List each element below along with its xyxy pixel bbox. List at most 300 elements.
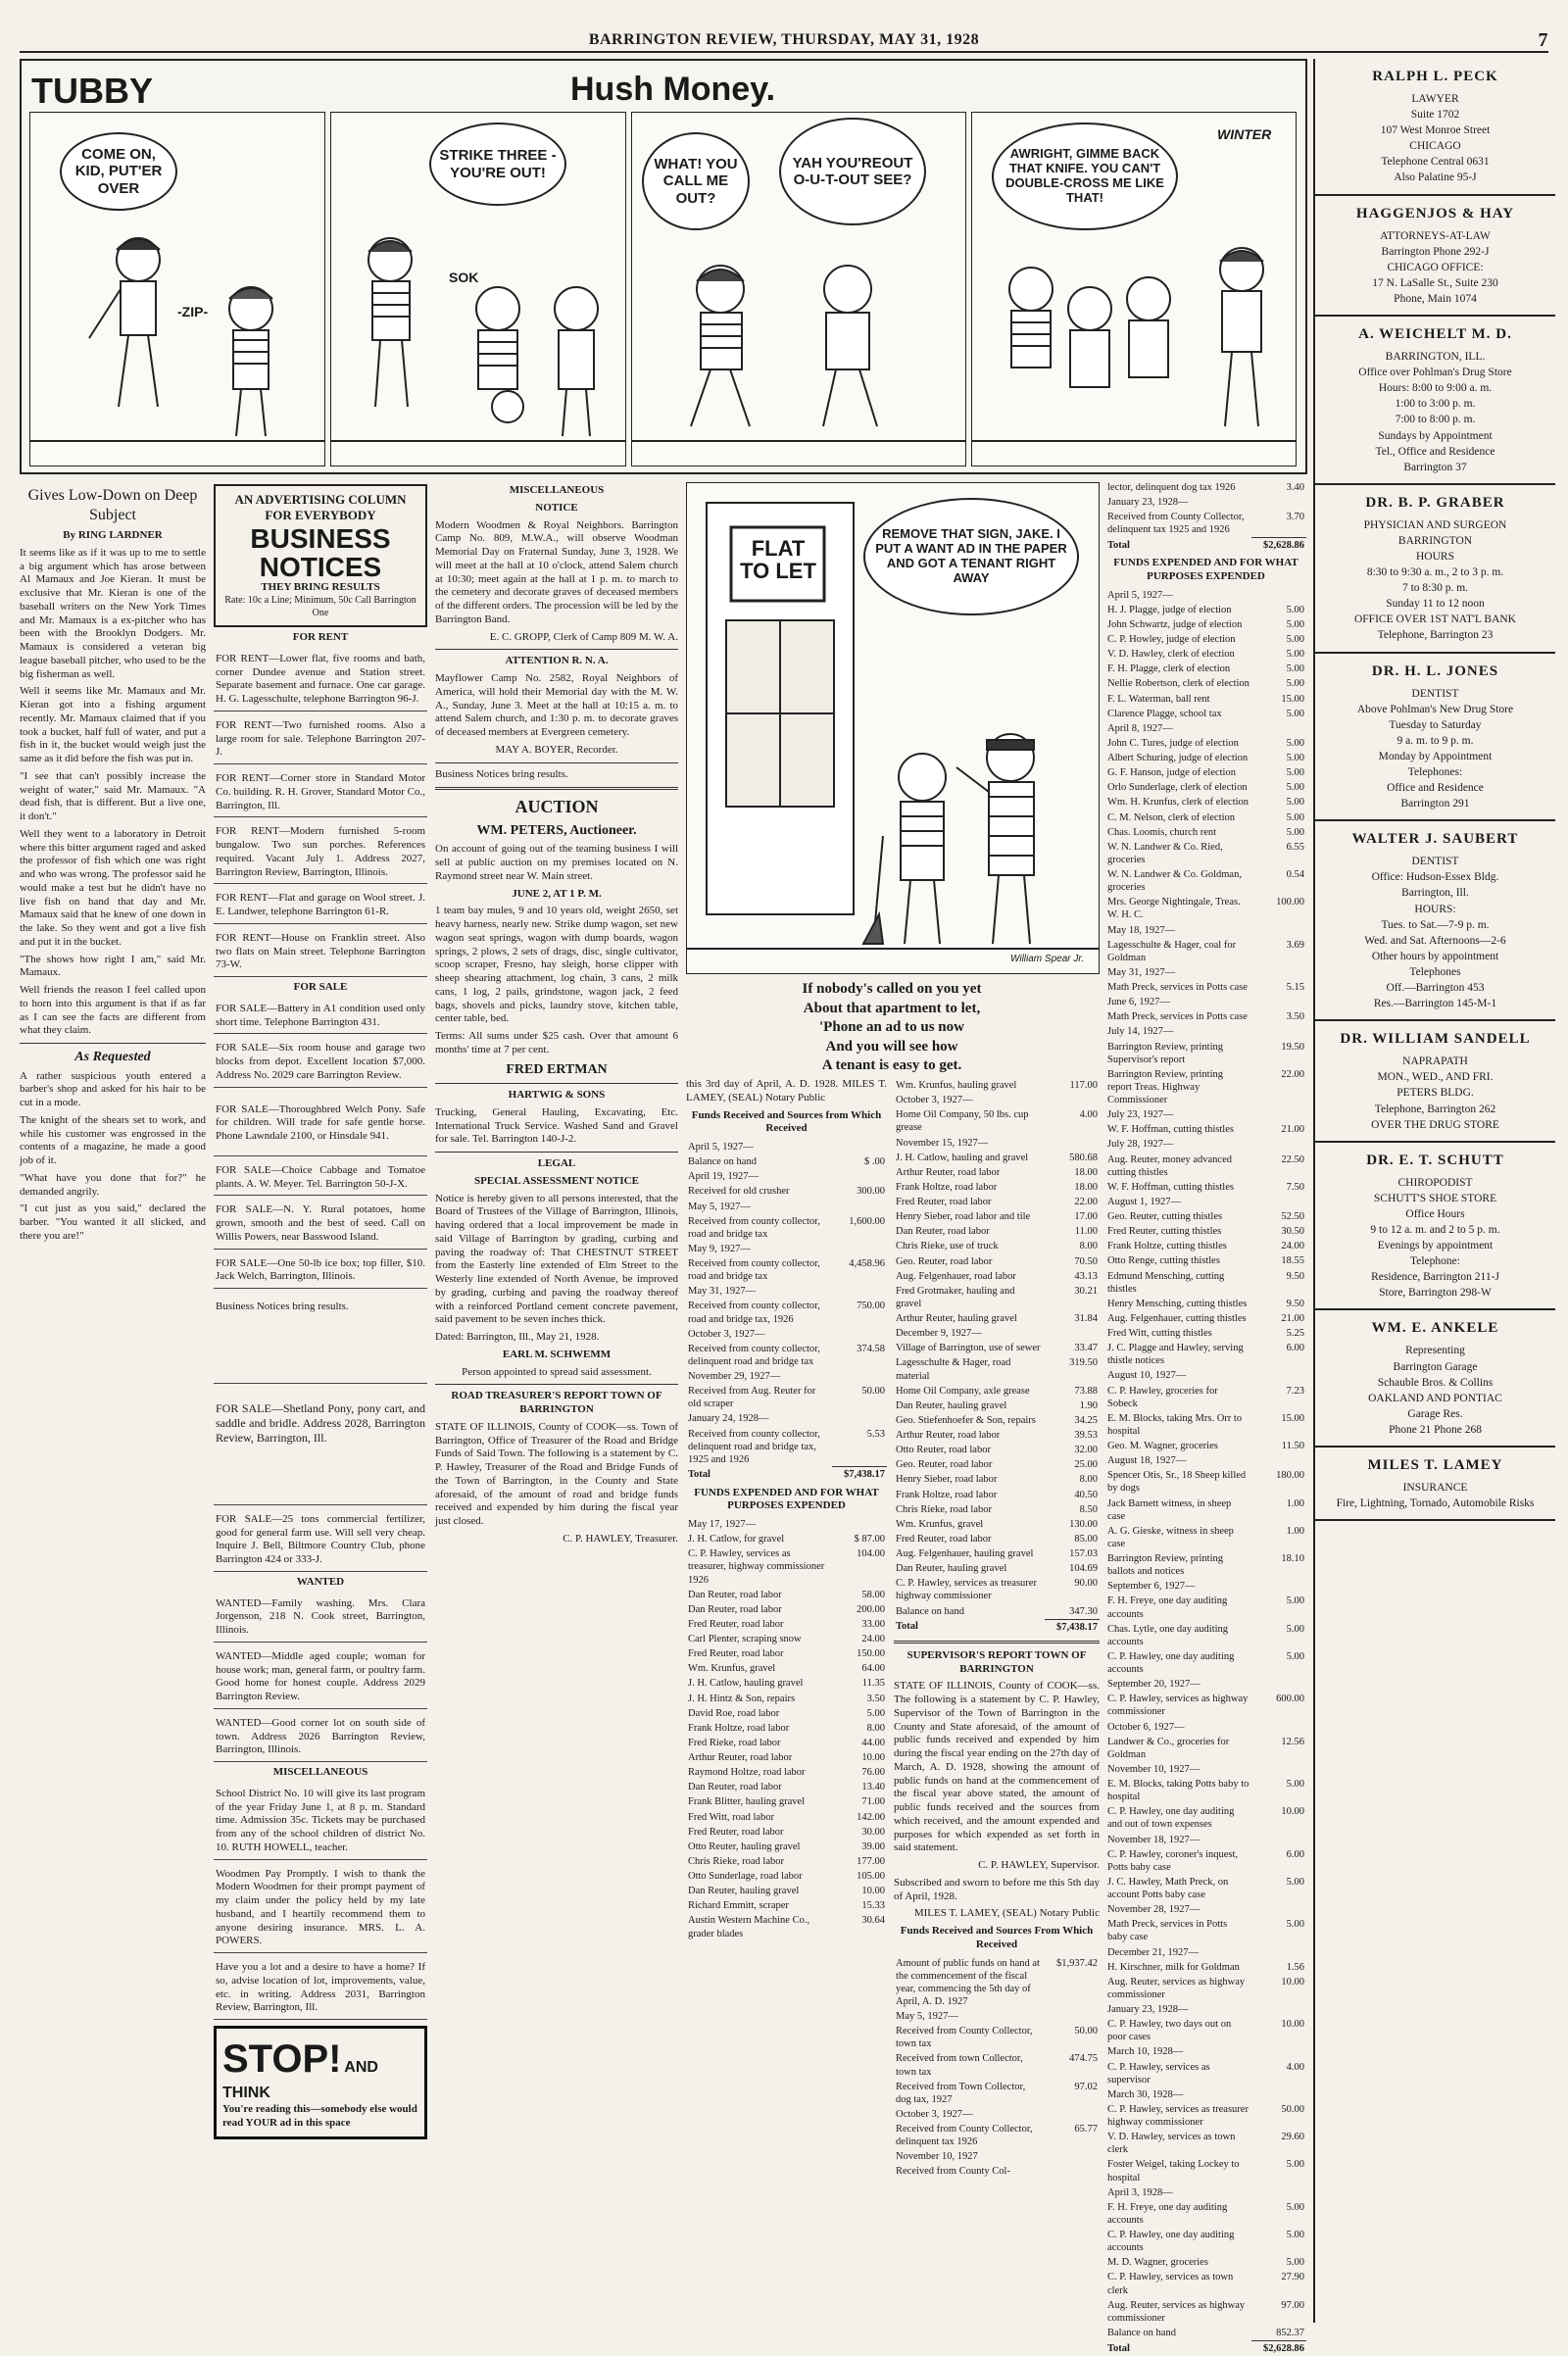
ledger-item: July 28, 1927— <box>1105 1137 1251 1152</box>
ledger-amount <box>1045 1136 1100 1151</box>
ledger-item: November 29, 1927— <box>686 1369 832 1384</box>
ledger-item: Barrington Review, printing report Treas. Highway Commissioner <box>1105 1067 1251 1107</box>
rna-notice: Mayflower Camp No. 2582, Royal Neighbors of America, will hold their Memorial day with the M. W. A., Sunday, June 3. Meet at the hall at 10:15 a. m. to attend Salem church, and 1:30 p. m. to decorate graves of deceased members at Evergreen cemetery. <box>435 672 678 740</box>
ledger-row <box>1105 1269 1306 1297</box>
ledger-amount: 5.00 <box>1251 662 1306 676</box>
ledger-amount: 1.00 <box>1251 1524 1306 1551</box>
ledger-item: C. P. Hawley, services as treasurer highway commissioner <box>894 1576 1045 1603</box>
ledger-row <box>1105 1735 1306 1762</box>
ledger-row <box>1105 1368 1306 1383</box>
ledger-row <box>1105 2044 1306 2059</box>
business-card-line: HOURS: <box>1323 902 1547 917</box>
ledger-row <box>894 2080 1100 2107</box>
ledger-item: Math Preck, services in Potts case <box>1105 1009 1251 1024</box>
ledger-item: Geo. Reuter, road labor <box>894 1457 1045 1472</box>
ledger-row <box>894 1254 1100 1269</box>
ledger-item: August 1, 1927— <box>1105 1195 1251 1209</box>
ledger-amount: 50.00 <box>1045 2024 1100 2051</box>
hartwig-name: HARTWIG & SONS <box>435 1089 678 1103</box>
ledger-row <box>1105 751 1306 765</box>
classified-ad: School District No. 10 will give its last program of the year Friday June 1, at 8 p. m. Standard time. Admission 35c. Tickets may be purchased from any of the school children of district No. 10. RUTH HOWELL, teacher. <box>214 1784 427 1860</box>
ledger-amount: 580.68 <box>1045 1151 1100 1165</box>
ledger-amount: 5.00 <box>832 1706 887 1721</box>
ledger-item: Total <box>1105 538 1251 554</box>
ledger-item: C. P. Hawley, one day auditing and out of town expenses <box>1105 1804 1251 1832</box>
column-supervisor-report <box>894 1078 1100 2323</box>
ledger-item: F. L. Waterman, ball rent <box>1105 692 1251 707</box>
business-card <box>1315 317 1555 485</box>
ledger-amount: 97.00 <box>1251 2298 1306 2326</box>
ledger-amount: 117.00 <box>1045 1078 1100 1093</box>
sound-effect: -ZIP- <box>177 304 208 319</box>
ledger-item: W. F. Hoffman, cutting thistles <box>1105 1180 1251 1195</box>
ledger-row <box>894 1488 1100 1502</box>
caption-line: About that apartment to let, <box>686 1000 1098 1019</box>
ledger-amount: 11.00 <box>1045 1224 1100 1239</box>
speech-bubble: REMOVE THAT SIGN, JAKE. I PUT A WANT AD IN THE PAPER AND GOT A TENANT RIGHT AWAY <box>863 498 1079 615</box>
ledger-row <box>686 1384 887 1411</box>
ledger-row <box>894 1604 1100 1620</box>
ledger-row <box>1105 1975 1306 2002</box>
ledger-amount: 5.00 <box>1251 2157 1306 2184</box>
ledger-amount: 22.50 <box>1251 1153 1306 1180</box>
ledger-item: J. H. Catlow, hauling gravel <box>686 1676 832 1691</box>
ledger-amount: 24.00 <box>832 1632 887 1646</box>
ledger-item: Edmund Mensching, cutting thistles <box>1105 1269 1251 1297</box>
ledger-row <box>686 1750 887 1765</box>
ledger-item: Fred Grotmaker, hauling and gravel <box>894 1284 1045 1311</box>
ledger-item: Aug. Reuter, money advanced cutting thistles <box>1105 1153 1251 1180</box>
ledger-item: April 5, 1927— <box>1105 588 1251 603</box>
business-card-line: Fire, Lightning, Tornado, Automobile Risks <box>1323 1496 1547 1511</box>
ledger-row <box>894 1180 1100 1195</box>
ledger-item: Amount of public funds on hand at the commencement of the fiscal year, commencing the 5th day of April, A. D. 1927 <box>894 1956 1045 2010</box>
ledger-item: Wm. Krunfus, gravel <box>894 1517 1045 1532</box>
ledger-amount <box>832 1369 887 1384</box>
ledger-amount: 177.00 <box>832 1854 887 1869</box>
classified-ad: Have you a lot and a desire to have a home? If so, advise location of lot, improvements, value, etc. in writing. Address 2031, Barrington Review, Barrington, Ill. <box>214 1957 427 2020</box>
ledger-item: December 21, 1927— <box>1105 1945 1251 1960</box>
business-card-line: Above Pohlman's New Drug Store <box>1323 702 1547 717</box>
ledger-row <box>1105 1579 1306 1594</box>
ledger-row <box>894 1384 1100 1399</box>
ledger-row <box>1105 1804 1306 1832</box>
business-card-name: HAGGENJOS & HAY <box>1323 204 1547 224</box>
ledger-row <box>894 1355 1100 1383</box>
ledger-amount: 18.00 <box>1045 1180 1100 1195</box>
ledger-amount: 5.00 <box>1251 751 1306 765</box>
ledger-item: Chas. Loomis, church rent <box>1105 825 1251 840</box>
ledger-row <box>894 1517 1100 1532</box>
supervisor-report-text: STATE OF ILLINOIS, County of COOK—ss. The following is a statement by C. P. Hawley, Supervisor of the Town of Barrington in the County and State aforesaid, of the amount of public funds received and expended by him during the fiscal year ending on the 27th day of March, A. D. 1928, showing the amount of public funds on hand at the commencement of the fiscal year above stated, the amount of public funds received and the sources from which received, and the amount expended and purposes for which expended as set forth in said statement. <box>894 1680 1100 1855</box>
ledger-row <box>1105 588 1306 603</box>
business-notices-promo: Business Notices bring results. <box>435 768 678 782</box>
business-card-line: LAWYER <box>1323 91 1547 107</box>
ledger-item: Albert Schuring, judge of election <box>1105 751 1251 765</box>
ledger-row <box>894 1195 1100 1209</box>
business-card-line: 9 a. m. to 9 p. m. <box>1323 733 1547 749</box>
ledger-amount: 319.50 <box>1045 1355 1100 1383</box>
ledger-row <box>1105 765 1306 780</box>
legal-heading: LEGAL <box>435 1157 678 1171</box>
artist-signature: William Spear Jr. <box>1010 954 1084 964</box>
ledger-row <box>1105 2060 1306 2087</box>
ledger-item: Received from County Collector, delinquent tax 1925 and 1926 <box>1105 510 1251 537</box>
classified-ad: FOR SALE—Six room house and garage two blocks from depot. Excellent location $7,000. Address No. 2029 care Barrington Review. <box>214 1038 427 1087</box>
ledger-amount <box>1251 1902 1306 1917</box>
ledger-row <box>1105 1107 1306 1122</box>
ledger-item: J. H. Hintz & Son, repairs <box>686 1692 832 1706</box>
ledger-row <box>1105 2130 1306 2157</box>
ledger-item: Nellie Robertson, clerk of election <box>1105 676 1251 691</box>
ledger-item: J. H. Catlow, for gravel <box>686 1532 832 1546</box>
ledger-item: lector, delinquent dog tax 1926 <box>1105 480 1251 495</box>
ledger-row <box>686 1617 887 1632</box>
comic-panel-2 <box>330 112 626 466</box>
ledger-item: C. P. Howley, judge of election <box>1105 632 1251 647</box>
ledger-row <box>1105 1067 1306 1107</box>
ledger-amount: 104.00 <box>832 1546 887 1587</box>
business-card-line: BARRINGTON <box>1323 533 1547 549</box>
ledger-item: C. M. Nelson, clerk of election <box>1105 810 1251 825</box>
ledger-row <box>1105 1594 1306 1621</box>
ledger-amount <box>832 1169 887 1184</box>
ledger-row <box>1105 995 1306 1009</box>
ledger-item: Otto Reuter, road labor <box>894 1443 1045 1457</box>
ledger-item: Dan Reuter, road labor <box>894 1224 1045 1239</box>
ledger-row <box>686 1884 887 1898</box>
comic-drawing-1 <box>30 113 324 466</box>
ledger-amount: 5.00 <box>1251 810 1306 825</box>
ledger-item: May 5, 1927— <box>894 2009 1045 2024</box>
ledger-amount: 11.50 <box>1251 1439 1306 1453</box>
auction-heading: AUCTION <box>435 796 678 818</box>
ledger-row <box>686 1676 887 1691</box>
road-report-signature: C. P. HAWLEY, Treasurer. <box>435 1533 678 1546</box>
ledger-item: Dan Reuter, hauling gravel <box>686 1884 832 1898</box>
ledger-item: Otto Renge, cutting thistles <box>1105 1253 1251 1268</box>
ledger-row <box>686 1913 887 1940</box>
business-card-line: CHIROPODIST <box>1323 1175 1547 1191</box>
business-card-line: Monday by Appointment <box>1323 749 1547 764</box>
business-card-line: Sunday 11 to 12 noon <box>1323 596 1547 612</box>
ledger-item: V. D. Hawley, services as town clerk <box>1105 2130 1251 2157</box>
ledger-amount <box>1251 1107 1306 1122</box>
ledger-amount <box>1251 995 1306 1009</box>
ledger-item: Jack Barnett witness, in sheep case <box>1105 1497 1251 1524</box>
ledger-row <box>1105 2185 1306 2200</box>
ledger-row <box>894 1956 1100 2010</box>
ledger-amount: 5.00 <box>1251 603 1306 617</box>
ledger-row <box>1105 1224 1306 1239</box>
ledger-row <box>1105 1524 1306 1551</box>
ledger-item: Barrington Review, printing ballots and notices <box>1105 1551 1251 1579</box>
ledger-item: Geo. Stiefenhoefer & Son, repairs <box>894 1413 1045 1428</box>
ledger-item: C. P. Hawley, one day auditing accounts <box>1105 2228 1251 2255</box>
ledger-amount <box>1251 1677 1306 1692</box>
special-assessment-heading: SPECIAL ASSESSMENT NOTICE <box>435 1175 678 1189</box>
ledger-row <box>1105 810 1306 825</box>
business-card-line: INSURANCE <box>1323 1480 1547 1496</box>
article-paragraph: A rather suspicious youth entered a barber's shop and asked for his hair to be cut in a mode. <box>20 1070 206 1110</box>
ledger-item: Arthur Reuter, road labor <box>894 1428 1045 1443</box>
business-card-line: Barrington Garage <box>1323 1359 1547 1375</box>
business-card-line: NAPRAPATH <box>1323 1054 1547 1069</box>
ledger-row <box>894 2149 1100 2164</box>
ledger-row <box>686 1546 887 1587</box>
for-sale-heading: FOR SALE <box>214 981 427 995</box>
ledger-row <box>1105 736 1306 751</box>
ledger-row <box>1105 1009 1306 1024</box>
column-road-report <box>686 1078 887 2323</box>
ledger-item: Aug. Felgenhauer, cutting thistles <box>1105 1311 1251 1326</box>
ledger-row <box>894 1341 1100 1355</box>
ledger-amount: 11.35 <box>832 1676 887 1691</box>
flat-to-let-cartoon <box>686 482 1100 974</box>
ledger-item: June 6, 1927— <box>1105 995 1251 1009</box>
ledger-row <box>1105 707 1306 721</box>
ledger-row <box>1105 495 1306 510</box>
miscellaneous-heading: MISCELLANEOUS <box>435 484 678 498</box>
ledger-amount: 30.21 <box>1045 1284 1100 1311</box>
ledger-row <box>1105 2298 1306 2326</box>
ledger-item: Arthur Reuter, hauling gravel <box>894 1311 1045 1326</box>
ledger-item: H. Kirschner, milk for Goldman <box>1105 1960 1251 1975</box>
ledger-amount: 50.00 <box>832 1384 887 1411</box>
ledger-amount: 31.84 <box>1045 1311 1100 1326</box>
ledger-amount: 7.23 <box>1251 1384 1306 1411</box>
ledger-item: May 9, 1927— <box>686 1242 832 1256</box>
ledger-item: Barrington Review, printing Supervisor's report <box>1105 1040 1251 1067</box>
ledger-amount: 852.37 <box>1251 2326 1306 2341</box>
ledger-row <box>1105 1311 1306 1326</box>
ledger-item: Math Preck, services in Potts baby case <box>1105 1917 1251 1944</box>
supervisor-sworn: Subscribed and sworn to before me this 5th day of April, 1928. <box>894 1877 1100 1904</box>
ledger-row <box>894 2009 1100 2024</box>
ledger-row <box>894 1107 1100 1135</box>
ledger-row <box>1105 1622 1306 1649</box>
ledger-item: F. H. Freye, one day auditing accounts <box>1105 2200 1251 2228</box>
auction-intro: On account of going out of the teaming business I will sell at public auction on my premises located on N. Raymond street near W. Main street. <box>435 843 678 883</box>
ledger-item: Balance on hand <box>894 1604 1045 1620</box>
business-card-name: MILES T. LAMEY <box>1323 1455 1547 1476</box>
business-card-line: Telephone: <box>1323 1253 1547 1269</box>
ledger-row <box>1105 1551 1306 1579</box>
ledger-amount: 30.64 <box>832 1913 887 1940</box>
auction-terms: Terms: All sums under $25 cash. Over that amount 6 months' time at 7 per cent. <box>435 1030 678 1057</box>
business-card-line: 9 to 12 a. m. and 2 to 5 p. m. <box>1323 1222 1547 1238</box>
ledger-row <box>1105 938 1306 965</box>
ledger-item: November 28, 1927— <box>1105 1902 1251 1917</box>
ledger-amount: 0.54 <box>1251 867 1306 895</box>
supervisor-funds-heading: Funds Received and Sources From Which Received <box>894 1925 1100 1952</box>
business-card-line: CHICAGO OFFICE: <box>1323 260 1547 275</box>
ledger-row <box>1105 2341 1306 2356</box>
ledger-amount: $ .00 <box>832 1154 887 1169</box>
ledger-amount: 1,600.00 <box>832 1214 887 1242</box>
ledger-item: Mrs. George Nightingale, Treas. W. H. C. <box>1105 895 1251 922</box>
ledger-row <box>1105 1833 1306 1847</box>
ledger-amount: 5.00 <box>1251 765 1306 780</box>
ledger-row <box>1105 632 1306 647</box>
speech-bubble: AWRIGHT, GIMME BACK THAT KNIFE. YOU CAN'T DOUBLE-CROSS ME LIKE THAT! <box>992 123 1178 230</box>
business-card-name: DR. E. T. SCHUTT <box>1323 1151 1547 1171</box>
business-card-line: 107 West Monroe Street <box>1323 123 1547 138</box>
ledger-item: Received from town Collector, town tax <box>894 2051 1045 2079</box>
ledger-row <box>894 2122 1100 2149</box>
business-card-line: Telephone Central 0631 <box>1323 154 1547 170</box>
ledger-item: C. P. Hawley, coroner's inquest, Potts baby case <box>1105 1847 1251 1875</box>
ledger-row <box>686 1869 887 1884</box>
ledger-amount: 10.00 <box>1251 2017 1306 2044</box>
supervisor-expended-heading: FUNDS EXPENDED AND FOR WHAT PURPOSES EXPENDED <box>1105 557 1306 584</box>
ledger-row <box>894 1284 1100 1311</box>
ledger-item: Dan Reuter, road labor <box>686 1602 832 1617</box>
ledger-amount: 5.00 <box>1251 2228 1306 2255</box>
ledger-item: August 10, 1927— <box>1105 1368 1251 1383</box>
ledger-row <box>686 1242 887 1256</box>
ledger-amount: 347.30 <box>1045 1604 1100 1620</box>
ledger-amount: 3.40 <box>1251 480 1306 495</box>
ledger-amount: 15.33 <box>832 1898 887 1913</box>
ledger-row <box>1105 2270 1306 2297</box>
ledger-item: Otto Sunderlage, road labor <box>686 1869 832 1884</box>
ledger-amount: 22.00 <box>1045 1195 1100 1209</box>
ledger-amount: 24.00 <box>1251 1239 1306 1253</box>
ledger-amount: 18.00 <box>1045 1165 1100 1180</box>
supervisor-funds-table <box>894 1956 1100 2180</box>
ledger-item: Wm. Krunfus, hauling gravel <box>894 1078 1045 1093</box>
road-report-heading: ROAD TREASURER'S REPORT TOWN OF BARRINGTON <box>435 1390 678 1417</box>
ledger-amount <box>1251 721 1306 736</box>
ledger-amount <box>1251 1762 1306 1777</box>
ledger-item: Spencer Otis, Sr., 18 Sheep killed by dogs <box>1105 1468 1251 1496</box>
ledger-item: Received from county collector, delinquent road and bridge tax, 1925 and 1926 <box>686 1427 832 1467</box>
business-card-line: OAKLAND AND PONTIAC <box>1323 1391 1547 1406</box>
article-paragraph: It seems like as if it was up to me to settle a big argument which has arose between Al Mamaux and Joe Kieran. It must be exclusive that Mr. Kieran is one of the baseball writers on the New York Times and Mr. Mamaux is a ex-pitcher who has been with the Brooklyn Dodgers. Mr. Mamaux is considered a veteran big league baseball pitcher, who used to be the big fisherman as well. <box>20 547 206 682</box>
ledger-row <box>894 1428 1100 1443</box>
classified-ad: Woodmen Pay Promptly. I wish to thank the Modern Woodmen for their prompt payment of my claim under the policy held by my late husband, and I heartily recommend them to anyone desiring insurance. MRS. L. A. POWERS. <box>214 1864 427 1954</box>
ledger-row <box>1105 1253 1306 1268</box>
ledger-item: W. N. Landwer & Co. Ried, groceries <box>1105 840 1251 867</box>
ledger-row <box>1105 1875 1306 1902</box>
ledger-amount: 7.50 <box>1251 1180 1306 1195</box>
ledger-item: Balance on hand <box>686 1154 832 1169</box>
ledger-row <box>686 1169 887 1184</box>
ledger-amount <box>1045 2149 1100 2164</box>
ledger-row <box>1105 1649 1306 1677</box>
rna-heading: ATTENTION R. N. A. <box>435 655 678 668</box>
ledger-item: Otto Reuter, hauling gravel <box>686 1840 832 1854</box>
ledger-amount: 90.00 <box>1045 1576 1100 1603</box>
ledger-item: Clarence Plagge, school tax <box>1105 707 1251 721</box>
ledger-row <box>894 1443 1100 1457</box>
ledger-amount: 29.60 <box>1251 2130 1306 2157</box>
ledger-row <box>1105 1239 1306 1253</box>
business-card-line: OFFICE OVER 1ST NAT'L BANK <box>1323 612 1547 627</box>
ledger-row <box>894 1151 1100 1165</box>
ledger-amount: 8.00 <box>1045 1239 1100 1253</box>
ledger-amount <box>1251 1833 1306 1847</box>
ledger-row <box>686 1369 887 1384</box>
ledger-amount: 71.00 <box>832 1794 887 1809</box>
business-card-line: 7 to 8:30 p. m. <box>1323 580 1547 596</box>
ledger-item: May 18, 1927— <box>1105 923 1251 938</box>
classified-ad: WANTED—Middle aged couple; woman for house work; man, general farm, or poultry farm. Good home for honest couple. Address 2029 Barrington Review. <box>214 1646 427 1709</box>
ledger-amount: 104.69 <box>1045 1561 1100 1576</box>
classified-ad: FOR RENT—Corner store in Standard Motor Co. building. R. H. Grover, Standard Motor Co., Barrington, Ill. <box>214 768 427 817</box>
ledger-amount <box>1251 1137 1306 1152</box>
ledger-item: Received from County Col- <box>894 2164 1045 2179</box>
ledger-item: April 19, 1927— <box>686 1169 832 1184</box>
ledger-row <box>686 1532 887 1546</box>
business-card-line: Other hours by appointment <box>1323 949 1547 964</box>
ledger-row <box>1105 795 1306 810</box>
wanted-heading: WANTED <box>214 1576 427 1590</box>
article-paragraph: "What have you done that for?" he demanded angrily. <box>20 1172 206 1200</box>
ledger-item: John Schwartz, judge of election <box>1105 617 1251 632</box>
ledger-row <box>686 1854 887 1869</box>
ledger-item: Math Preck, services in Potts case <box>1105 980 1251 995</box>
ledger-row <box>894 1399 1100 1413</box>
column-supervisor-expended <box>1105 480 1306 2323</box>
ledger-item: Frank Holtze, road labor <box>894 1488 1045 1502</box>
classified-ad: WANTED—Family washing. Mrs. Clara Jorgenson, 218 N. Cook street, Barrington, Illinois. <box>214 1594 427 1643</box>
ledger-row <box>686 1299 887 1326</box>
business-card-name: DR. H. L. JONES <box>1323 662 1547 682</box>
classified-ad: FOR RENT—Two furnished rooms. Also a large room for sale. Telephone Barrington 207-J. <box>214 715 427 764</box>
article-paragraph: Well friends the reason I feel called upon to horn into this argument is that if as far as I can see the facts are different from what they claim. <box>20 984 206 1038</box>
ledger-row <box>1105 1762 1306 1777</box>
ad-rate: Rate: 10c a Line; Minimum, 50c Call Barrington One <box>221 595 419 619</box>
ledger-amount: 3.70 <box>1251 510 1306 537</box>
funds-expended-table <box>686 1517 887 1941</box>
ledger-row <box>894 2164 1100 2179</box>
ledger-row <box>1105 662 1306 676</box>
ledger-item: C. P. Hawley, services as highway commissioner <box>1105 1692 1251 1719</box>
ledger-row <box>1105 980 1306 995</box>
ledger-item: Dan Reuter, hauling gravel <box>894 1561 1045 1576</box>
ledger-row <box>686 1825 887 1840</box>
business-card <box>1315 1143 1555 1311</box>
ledger-item: Wm. H. Krunfus, clerk of election <box>1105 795 1251 810</box>
ledger-row <box>1105 1692 1306 1719</box>
ledger-item: W. F. Hoffman, cutting thistles <box>1105 1122 1251 1137</box>
business-card-line: Barrington Phone 292-J <box>1323 244 1547 260</box>
ledger-amount: $7,438.17 <box>1045 1619 1100 1635</box>
ledger-item: Wm. Krunfus, gravel <box>686 1661 832 1676</box>
business-card-line: 17 N. LaSalle St., Suite 230 <box>1323 275 1547 291</box>
ledger-item: Fred Reuter, cutting thistles <box>1105 1224 1251 1239</box>
ledger-item: December 9, 1927— <box>894 1326 1045 1341</box>
article-paragraph: Well it seems like Mr. Mamaux and Mr. Kieran got into a fishing argument recently. Mr. Mamaux claimed that if you took a bucket, half full of water, and put a fish in it, the bucket would weigh just the same as it did before the fish was put in. <box>20 685 206 766</box>
caption-line: If nobody's called on you yet <box>686 980 1098 1000</box>
ledger-row <box>894 1546 1100 1561</box>
speech-bubble-2: YAH YOU'REOUT O-U-T-OUT SEE? <box>779 118 926 225</box>
ledger-amount <box>1251 1579 1306 1594</box>
ledger-row <box>1105 2200 1306 2228</box>
ledger-row <box>686 1588 887 1602</box>
ledger-item: July 14, 1927— <box>1105 1024 1251 1039</box>
ledger-row <box>894 1457 1100 1472</box>
business-notices-header <box>214 484 427 627</box>
stop-ad-text: You're reading this—somebody else would read YOUR ad in this space <box>222 2103 418 2131</box>
ledger-amount <box>1251 1720 1306 1735</box>
ledger-amount: 5.00 <box>1251 2200 1306 2228</box>
ledger-amount: 34.25 <box>1045 1413 1100 1428</box>
ledger-item: Chas. Lytle, one day auditing accounts <box>1105 1622 1251 1649</box>
ledger-item: David Roe, road labor <box>686 1706 832 1721</box>
